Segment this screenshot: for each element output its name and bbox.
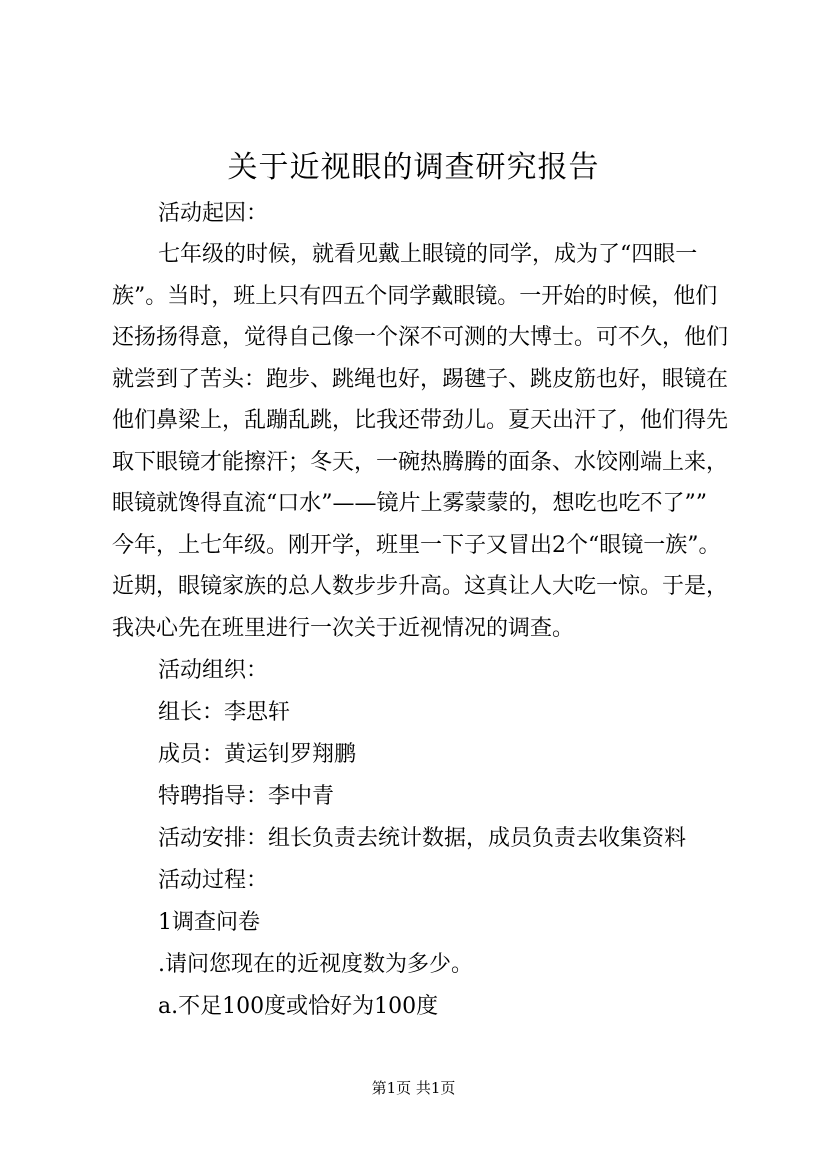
- paragraph-line: 族”。当时，班上只有四五个同学戴眼镜。一开始的时候，他们: [112, 284, 718, 309]
- paragraph-line: 眼镜就馋得直流“口水”——镜片上雾蒙蒙的，想吃也吃不了””: [112, 491, 707, 516]
- section-origin-heading: 活动起因：: [158, 201, 269, 226]
- section-process-heading: 活动过程：: [158, 868, 269, 893]
- paragraph-line: 取下眼镜才能擦汗；冬天，一碗热腾腾的面条、水饺刚端上来，: [112, 450, 729, 475]
- arrangement-line: 活动安排：组长负责去统计数据，成员负责去收集资料: [158, 826, 687, 851]
- section-org-heading: 活动组织：: [158, 658, 269, 683]
- paragraph-line: 还扬扬得意，觉得自己像一个深不可测的大博士。可不久，他们: [112, 325, 729, 350]
- survey-option-a: a.不足100度或恰好为100度: [158, 994, 439, 1019]
- paragraph-line: 他们鼻梁上，乱蹦乱跳，比我还带劲儿。夏天出汗了，他们得先: [112, 408, 729, 433]
- paragraph-line: 就尝到了苦头：跑步、跳绳也好，踢毽子、跳皮筋也好，眼镜在: [112, 367, 729, 392]
- paragraph-line: 我决心先在班里进行一次关于近视情况的调查。: [112, 616, 575, 641]
- survey-question: .请问您现在的近视度数为多少。: [158, 952, 473, 977]
- paragraph-line: 七年级的时候，就看见戴上眼镜的同学，成为了“四眼一: [158, 242, 698, 267]
- paragraph-line: 近期，眼镜家族的总人数步步升高。这真让人大吃一惊。于是，: [112, 574, 729, 599]
- advisor-line: 特聘指导：李中青: [158, 784, 335, 809]
- members-line: 成员：黄运钊罗翔鹏: [158, 742, 357, 767]
- paragraph-line: 今年，上七年级。刚开学，班里一下子又冒出2个“眼镜一族”。: [112, 533, 721, 558]
- leader-line: 组长：李思轩: [158, 700, 291, 725]
- document-title: 关于近视眼的调查研究报告: [227, 150, 600, 185]
- page-footer: 第1页 共1页: [371, 1079, 456, 1097]
- survey-heading: 1调查问卷: [158, 910, 260, 935]
